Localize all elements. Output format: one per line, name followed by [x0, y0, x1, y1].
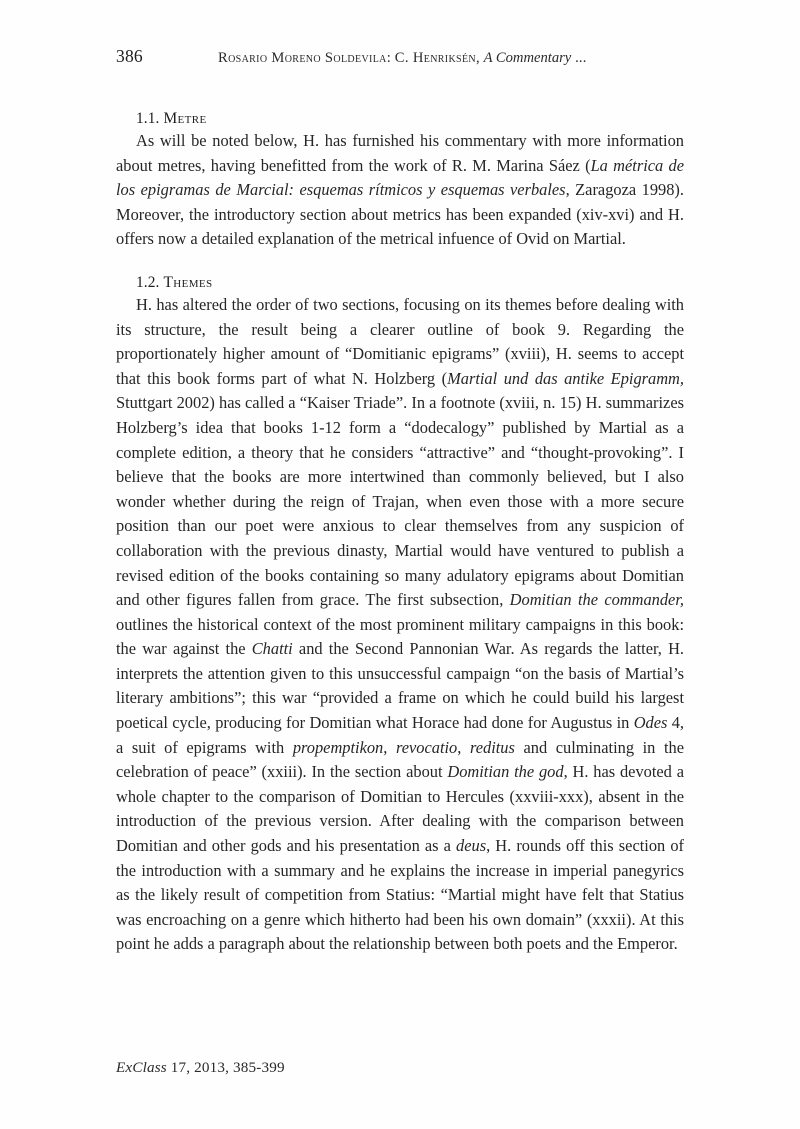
italic-run: Chatti	[251, 639, 293, 659]
italic-run: deus	[456, 836, 487, 856]
roman-run: As will be noted below, H. has furnished his commentary with more information about metres, having benefitted from the work of R. M. Marina Sáez (	[116, 131, 684, 175]
italic-run: Martial und das antike Epigramm,	[447, 368, 684, 388]
italic-run: Domitian the commander,	[509, 590, 684, 610]
roman-run: ,	[383, 737, 396, 757]
roman-run: outlines the historical context of the most prominent military campaigns in this book: the war against the	[116, 614, 684, 659]
roman-run: ,	[457, 737, 470, 757]
italic-run: Odes	[633, 713, 668, 733]
section-name-metre: Metre	[163, 110, 207, 127]
journal-issue-pages: 17, 2013, 385-399	[166, 1059, 285, 1076]
italic-run: revocatio	[395, 737, 458, 757]
running-head-reviewed-author: C. Henriksén	[394, 50, 476, 66]
roman-run: 4, a suit of epigrams with	[116, 713, 685, 757]
running-head-author: Rosario Moreno Soldevila	[218, 50, 387, 66]
running-head-title	[218, 50, 587, 67]
section-number-1-2: 1.2.	[136, 273, 160, 291]
roman-run: , H. has devoted a whole chapter to the comparison of Domitian to Hercules (xxviii-xxx), absent in the introduction of the previous version. After dealing with the comparison between Domitian and other gods and his presentation as a	[116, 762, 684, 856]
section-spacer	[116, 252, 684, 274]
roman-run: H. has altered the order of two sections, focusing on its themes before dealing with its structure, the result being a clearer outline of book 9. Regarding the proportionately higher amount of “Domitianic epigrams” (xviii), H. seems to accept that this book forms part of what N. Holzberg (	[116, 294, 684, 388]
running-head-ellipsis: ...	[571, 50, 587, 66]
paragraph-metre	[116, 129, 684, 252]
section-heading-metre	[116, 110, 684, 129]
italic-run: La métrica de los epigramas de Marcial: esquemas rítmicos y esquemas verbales	[116, 155, 685, 200]
roman-run: and culminating in the celebration of peace” (xxiii). In the section about	[116, 737, 684, 782]
italic-run: Domitian the god	[447, 762, 564, 782]
running-head-work-title: A Commentary	[483, 50, 572, 66]
running-head-comma: ,	[475, 50, 484, 66]
italic-run: propemptikon	[292, 737, 384, 757]
running-header	[116, 46, 684, 68]
roman-run: Stuttgart 2002) has called a “Kaiser Triade”. In a footnote (xviii, n. 15) H. summarizes Holzberg’s idea that books 1-12 form a “dodecalogy” published by Martial as a complete edition, a theory that he considers “attractive” and “thought-provoking”. I believe that the books are more intertwined than commonly believed, but I also wonder whether during the reign of Trajan, when even those with a more secure position than our poet were anxious to clear themselves from any suspicion of collaboration with the previous dinasty, Martial would have ventured to publish a revised edition of the books containing so many adulatory epigrams about Domitian and other figures fallen from grace. The first subsection,	[116, 393, 684, 610]
section-name-themes: Themes	[163, 273, 213, 291]
paragraph-themes	[116, 293, 684, 957]
section-number-1-1: 1.1.	[136, 110, 160, 127]
roman-run: , H. rounds off this section of the introduction with a summary and he explains the increase in imperial panegyrics as the likely result of competition from Statius: “Martial might have felt that Statius was encroaching on a genre which hitherto had been his own domain” (xxxii). At this point he adds a paragraph about the relationship between both poets and the Emperor.	[116, 836, 684, 954]
running-head-separator: :	[386, 50, 395, 66]
body-content	[116, 110, 684, 957]
footer-citation	[116, 1059, 285, 1077]
section-heading-themes	[116, 274, 684, 293]
italic-run: reditus	[469, 737, 515, 757]
roman-run: , Zaragoza 1998). Moreover, the introductory section about metrics has been expanded (xiv-xvi) and H. offers now a detailed explanation of the metrical infuence of Ovid on Martial.	[116, 180, 684, 249]
roman-run: and the Second Pannonian War. As regards the latter, H. interprets the attention given to this unsuccessful campaign “on the basis of Martial’s literary ambitions”; this war “provided a frame on which he could build his largest poetical cycle, producing for Domitian what Horace had done for Augustus in	[116, 639, 685, 733]
page-number: 386	[116, 46, 143, 66]
journal-name: ExClass	[116, 1059, 167, 1076]
